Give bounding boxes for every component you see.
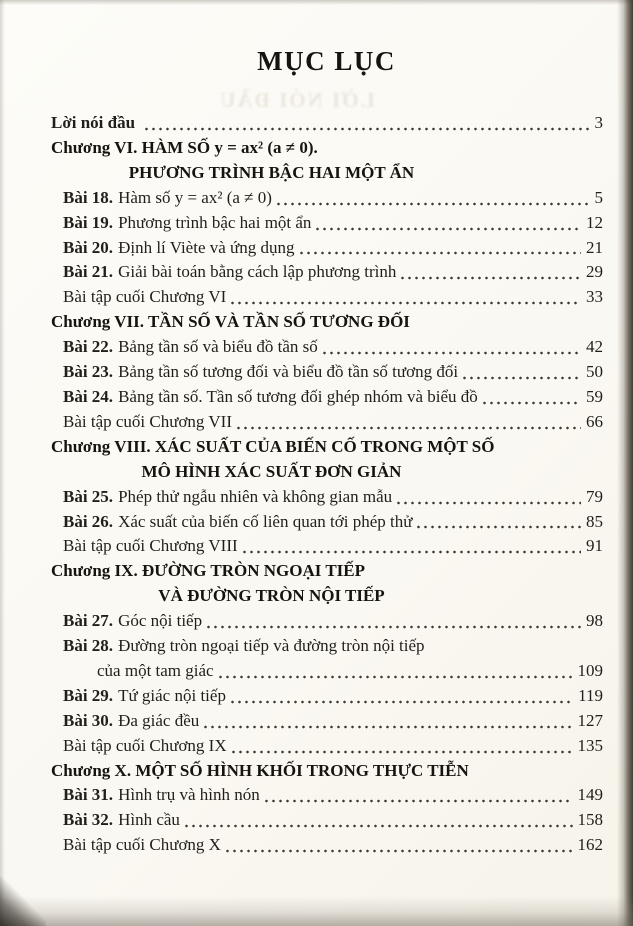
entry-label: Giải bài toán bằng cách lập phương trình	[118, 262, 397, 282]
entry-label-bold: Bài 27.	[63, 611, 114, 631]
toc-entry	[63, 634, 603, 659]
toc-entry	[63, 833, 603, 858]
entry-page-number: 162	[577, 835, 603, 855]
toc-entry	[63, 808, 603, 833]
entry-label: VÀ ĐƯỜNG TRÒN NỘI TIẾP	[158, 586, 385, 606]
entry-page-number: 21	[586, 237, 603, 257]
entry-label: Bảng tần số tương đối và biểu đồ tần số tương đối	[118, 362, 459, 382]
toc-entry	[63, 335, 603, 360]
toc-entry	[63, 709, 603, 734]
entry-label: Chương IX. ĐƯỜNG TRÒN NGOẠI TIẾP	[51, 561, 366, 581]
entry-label-bold: Bài 30.	[63, 710, 114, 730]
entry-label: Đường tròn ngoại tiếp và đường tròn nội tiếp	[118, 636, 425, 656]
entry-label: Đa giác đều	[118, 710, 200, 730]
dot-leader	[399, 260, 581, 285]
entry-page-number: 33	[586, 287, 603, 307]
toc-entry	[63, 684, 603, 709]
entry-label-bold: Lời nói đầu	[51, 113, 136, 132]
entry-page-number: 127	[577, 710, 603, 730]
toc-entry	[97, 659, 603, 684]
entry-label: Hình trụ và hình nón	[118, 785, 260, 805]
toc-entry	[50, 584, 603, 609]
toc-entry	[63, 186, 603, 211]
dot-leader	[275, 186, 590, 211]
entry-label-bold: Bài 22.	[63, 337, 114, 357]
entry-label: Chương VI. HÀM SỐ y = ax² (a ≠ 0).	[51, 137, 318, 157]
entry-label-bold: Bài 19.	[63, 212, 114, 232]
entry-page-number: 91	[586, 536, 603, 556]
dot-leader	[229, 285, 581, 310]
toc-entry	[63, 485, 603, 510]
toc-entry	[63, 285, 603, 310]
entry-label: Bảng tần số. Tần số tương đối ghép nhóm và biểu đồ	[118, 386, 478, 406]
entry-label: Định lí Viète và ứng dụng	[118, 237, 295, 257]
entry-label: Chương X. MỘT SỐ HÌNH KHỐI TRONG THỰC TIỄN	[51, 760, 469, 780]
entry-label-bold: Bài 32.	[63, 810, 114, 830]
entry-page-number: 29	[586, 262, 603, 282]
dot-leader	[230, 734, 573, 759]
dot-leader	[241, 534, 581, 559]
dot-leader	[395, 485, 581, 510]
entry-label: Hình cầu	[118, 810, 180, 830]
toc-entry	[63, 236, 603, 261]
toc-entry	[51, 310, 603, 335]
entry-page-number: 66	[586, 411, 603, 431]
dot-leader	[205, 609, 581, 634]
entry-page-number: 42	[586, 337, 603, 357]
dot-leader	[321, 335, 581, 360]
entry-label-bold: Bài 24.	[63, 386, 114, 406]
entry-label-bold: Bài 18.	[63, 187, 114, 207]
entry-label: Phương trình bậc hai một ẩn	[118, 212, 312, 232]
entry-label: Chương VII. TẦN SỐ VÀ TẦN SỐ TƯƠNG ĐỐI	[51, 312, 410, 332]
dot-leader	[229, 684, 573, 709]
entry-label-bold: Bài 21.	[63, 262, 114, 282]
dot-leader	[143, 111, 589, 136]
entry-label: Bài tập cuối Chương VII	[63, 411, 232, 431]
entry-page-number: 79	[586, 486, 603, 506]
toc-list	[50, 111, 603, 858]
entry-page-number: 3	[594, 113, 603, 132]
toc-entry	[63, 211, 603, 236]
entry-label-bold: Bài 29.	[63, 685, 114, 705]
toc-entry	[51, 111, 603, 136]
toc-entry	[51, 559, 603, 584]
entry-page-number: 85	[586, 511, 603, 531]
entry-page-number: 119	[578, 685, 603, 705]
entry-page-number: 50	[586, 362, 603, 382]
show-through-ghost-text: LỜI NÓI ĐẦU	[218, 88, 375, 112]
entry-label: Bài tập cuối Chương VIII	[63, 536, 238, 556]
entry-label: PHƯƠNG TRÌNH BẬC HAI MỘT ẨN	[128, 162, 415, 182]
entry-label: MÔ HÌNH XÁC SUẤT ĐƠN GIẢN	[141, 461, 402, 481]
toc-content	[50, 46, 603, 858]
entry-page-number: 135	[577, 735, 603, 755]
dot-leader	[415, 510, 581, 535]
toc-entry	[50, 460, 603, 485]
entry-label: Hàm số y = ax² (a ≠ 0)	[118, 187, 272, 207]
toc-entry	[63, 609, 603, 634]
toc-entry	[51, 759, 603, 784]
entry-label: Bài tập cuối Chương IX	[63, 735, 227, 755]
toc-entry	[63, 410, 603, 435]
entry-label-bold: Bài 25.	[63, 486, 114, 506]
dot-leader	[224, 833, 573, 858]
entry-label: Bảng tần số và biểu đồ tần số	[118, 337, 318, 357]
dot-leader	[263, 783, 573, 808]
toc-entry	[63, 783, 603, 808]
entry-label-bold: Bài 20.	[63, 237, 114, 257]
page-edge-shadow-right	[617, 0, 633, 926]
toc-entry	[63, 260, 603, 285]
entry-label: Phép thử ngẫu nhiên và không gian mẫu	[118, 486, 393, 506]
page-title: MỤC LỤC	[257, 46, 396, 76]
dot-leader	[217, 659, 573, 684]
entry-label: của một tam giác	[97, 660, 214, 680]
entry-label-bold: Bài 31.	[63, 785, 114, 805]
toc-entry	[63, 510, 603, 535]
dot-leader	[202, 709, 572, 734]
entry-label: Chương VIII. XÁC SUẤT CỦA BIẾN CỐ TRONG MỘT SỐ	[51, 436, 495, 456]
entry-page-number: 149	[577, 785, 603, 805]
toc-entry	[63, 534, 603, 559]
dot-leader	[461, 360, 581, 385]
page-edge-shadow-bottom	[0, 896, 633, 926]
entry-label-bold: Bài 28.	[63, 636, 114, 656]
toc-entry	[50, 161, 603, 186]
toc-entry	[51, 435, 603, 460]
entry-label: Xác suất của biến cố liên quan tới phép thử	[118, 511, 413, 531]
page-edge-top	[0, 0, 633, 5]
entry-page-number: 59	[586, 386, 603, 406]
entry-page-number: 12	[586, 212, 603, 232]
entry-page-number: 109	[577, 660, 603, 680]
entry-page-number: 98	[586, 611, 603, 631]
entry-label: Góc nội tiếp	[118, 611, 203, 631]
toc-entry	[63, 734, 603, 759]
entry-label: Bài tập cuối Chương VI	[63, 287, 227, 307]
entry-page-number: 5	[594, 187, 603, 207]
page-edge-left	[0, 0, 5, 926]
toc-entry	[63, 360, 603, 385]
entry-label-bold: Bài 23.	[63, 362, 114, 382]
entry-label: Bài tập cuối Chương X	[63, 835, 221, 855]
entry-label: Tứ giác nội tiếp	[118, 685, 226, 705]
toc-entry	[51, 136, 603, 161]
dot-leader	[183, 808, 573, 833]
entry-label-bold: Bài 26.	[63, 511, 114, 531]
dot-leader	[298, 236, 581, 261]
toc-entry	[63, 385, 603, 410]
dot-leader	[481, 385, 581, 410]
entry-page-number: 158	[577, 810, 603, 830]
page-corner-shadow-bottom-left	[0, 876, 46, 926]
dot-leader	[235, 410, 581, 435]
dot-leader	[314, 211, 581, 236]
